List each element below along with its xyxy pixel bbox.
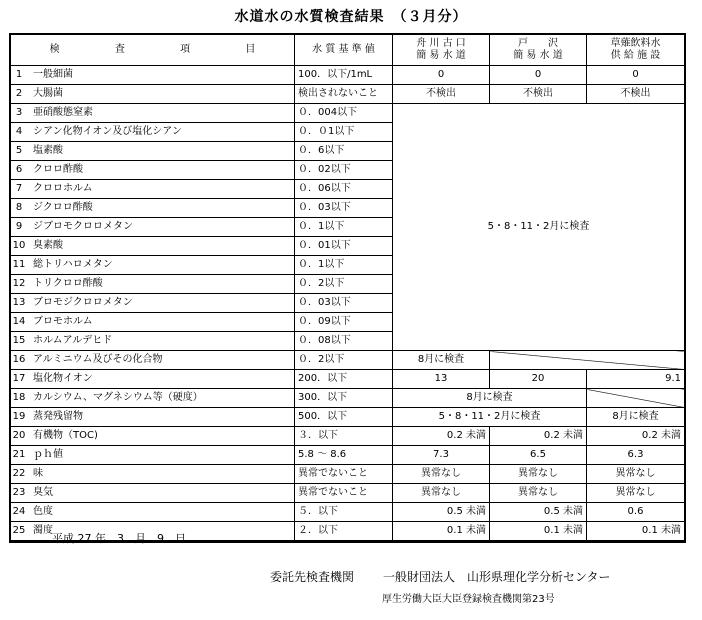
header-item bbox=[11, 35, 295, 66]
item-name: ホルムアルデヒド bbox=[33, 335, 113, 346]
result-funakawa: 13 bbox=[393, 370, 490, 389]
header-standard: 水 質 基 準 値 bbox=[295, 35, 393, 66]
item-cell bbox=[11, 66, 295, 85]
result-tozawa: 0.1 未満 bbox=[490, 522, 587, 542]
standard-value: ０．01以下 bbox=[295, 237, 393, 256]
item-name: 塩素酸 bbox=[33, 145, 63, 156]
result-kusanagi: 異常なし bbox=[587, 465, 685, 484]
item-number: 11 bbox=[12, 259, 26, 270]
table-row bbox=[11, 408, 685, 427]
result-kusanagi: 0.1 未満 bbox=[587, 522, 685, 542]
item-name: 大腸菌 bbox=[33, 88, 63, 99]
standard-value: ０．06以下 bbox=[295, 180, 393, 199]
standard-value: 100．以下/1mL bbox=[295, 66, 393, 85]
header-item-char: 査 bbox=[114, 44, 125, 55]
agency-name: 一般財団法人 山形県理化学分析センター bbox=[383, 570, 611, 584]
item-number: 20 bbox=[12, 430, 26, 441]
table-row bbox=[11, 85, 685, 104]
item-number: 23 bbox=[12, 487, 26, 498]
result-kusanagi: 9.1 bbox=[587, 370, 685, 389]
standard-value: ０．1以下 bbox=[295, 218, 393, 237]
item-cell bbox=[11, 199, 295, 218]
item-cell bbox=[11, 294, 295, 313]
inspection-schedule-note: 5・8・11・2月に検査 bbox=[393, 104, 685, 351]
item-name: カルシウム、マグネシウム等（硬度） bbox=[33, 392, 203, 403]
item-name: アルミニウム及びその化合物 bbox=[33, 354, 163, 365]
result-funakawa: 0.5 未満 bbox=[393, 503, 490, 522]
item-number: 1 bbox=[15, 69, 23, 80]
table-row bbox=[11, 484, 685, 503]
header-item-char: 目 bbox=[245, 44, 256, 55]
header-site-line: 草薙飲料水 bbox=[610, 38, 661, 49]
standard-value: 500．以下 bbox=[295, 408, 393, 427]
result-funakawa: 8月に検査 bbox=[393, 351, 490, 370]
result-tozawa: 6.5 bbox=[490, 446, 587, 465]
header-item-char: 項 bbox=[180, 44, 191, 55]
item-name: クロロ酢酸 bbox=[33, 164, 83, 175]
item-name: 臭素酸 bbox=[33, 240, 63, 251]
item-number: 14 bbox=[12, 316, 26, 327]
item-name: 一般細菌 bbox=[33, 69, 73, 80]
results-table bbox=[10, 34, 685, 542]
table-row bbox=[11, 446, 685, 465]
table-row bbox=[11, 465, 685, 484]
item-number: 2 bbox=[15, 88, 23, 99]
item-name: ブロモジクロロメタン bbox=[33, 297, 133, 308]
item-name: 亜硝酸態窒素 bbox=[33, 107, 93, 118]
item-number: 15 bbox=[12, 335, 26, 346]
item-number: 5 bbox=[15, 145, 23, 156]
agency-label: 委託先検査機関 bbox=[270, 570, 355, 584]
result-tozawa: 20 bbox=[490, 370, 587, 389]
item-name: ジブロモクロロメタン bbox=[33, 221, 133, 232]
item-cell bbox=[11, 370, 295, 389]
standard-value: ５．以下 bbox=[295, 503, 393, 522]
item-name: 塩化物イオン bbox=[33, 373, 93, 384]
header-site-kusanagi bbox=[587, 35, 685, 66]
item-cell bbox=[11, 446, 295, 465]
standard-value: 300．以下 bbox=[295, 389, 393, 408]
item-number: 8 bbox=[15, 202, 23, 213]
standard-value: ０．09以下 bbox=[295, 313, 393, 332]
item-cell bbox=[11, 313, 295, 332]
result-funakawa-tozawa: 5・8・11・2月に検査 bbox=[393, 408, 587, 427]
table-row bbox=[11, 503, 685, 522]
not-applicable-cell bbox=[587, 389, 685, 408]
standard-value: ０．08以下 bbox=[295, 332, 393, 351]
header-site-funakawa bbox=[393, 35, 490, 66]
item-number: 21 bbox=[12, 449, 26, 460]
result-kusanagi: 6.3 bbox=[587, 446, 685, 465]
result-funakawa: 異常なし bbox=[393, 484, 490, 503]
item-cell bbox=[11, 123, 295, 142]
item-name: 臭気 bbox=[33, 487, 53, 498]
result-tozawa: 0.2 未満 bbox=[490, 427, 587, 446]
result-kusanagi: 0.2 未満 bbox=[587, 427, 685, 446]
item-cell bbox=[11, 484, 295, 503]
standard-value: ０．０1以下 bbox=[295, 123, 393, 142]
item-name: トリクロロ酢酸 bbox=[33, 278, 103, 289]
standard-value: 200．以下 bbox=[295, 370, 393, 389]
item-cell bbox=[11, 332, 295, 351]
item-cell bbox=[11, 237, 295, 256]
table-row bbox=[11, 370, 685, 389]
result-tozawa: 0 bbox=[490, 66, 587, 85]
item-number: 19 bbox=[12, 411, 26, 422]
item-number: 10 bbox=[12, 240, 26, 251]
standard-value: 異常でないこと bbox=[295, 484, 393, 503]
result-tozawa: 不検出 bbox=[490, 85, 587, 104]
item-number: 17 bbox=[12, 373, 26, 384]
table-row bbox=[11, 351, 685, 370]
table-row bbox=[11, 104, 685, 123]
item-cell bbox=[11, 503, 295, 522]
item-name: 味 bbox=[33, 468, 43, 479]
standard-value: ０．03以下 bbox=[295, 199, 393, 218]
item-number: 9 bbox=[15, 221, 23, 232]
standard-value: ０．1以下 bbox=[295, 256, 393, 275]
report-date: 平成 27 年 3 月 9 日 bbox=[52, 532, 186, 545]
table-row bbox=[11, 66, 685, 85]
result-kusanagi: 0 bbox=[587, 66, 685, 85]
header-item-char: 検 bbox=[49, 44, 60, 55]
item-number: 4 bbox=[15, 126, 23, 137]
item-name: ジクロロ酢酸 bbox=[33, 202, 93, 213]
page-title: 水道水の水質検査結果 （３月分） bbox=[234, 9, 468, 25]
item-cell bbox=[11, 180, 295, 199]
standard-value: ３．以下 bbox=[295, 427, 393, 446]
result-funakawa: 7.3 bbox=[393, 446, 490, 465]
result-kusanagi: 8月に検査 bbox=[587, 408, 685, 427]
item-name: 総トリハロメタン bbox=[33, 259, 113, 270]
result-funakawa: 0.2 未満 bbox=[393, 427, 490, 446]
item-number: 16 bbox=[12, 354, 26, 365]
item-number: 22 bbox=[12, 468, 26, 479]
item-cell bbox=[11, 256, 295, 275]
header-site-line: 供 給 施 設 bbox=[610, 50, 661, 61]
item-cell bbox=[11, 351, 295, 370]
result-tozawa: 異常なし bbox=[490, 465, 587, 484]
item-cell bbox=[11, 465, 295, 484]
result-funakawa: 0 bbox=[393, 66, 490, 85]
standard-value: ０．004以下 bbox=[295, 104, 393, 123]
header-site-line: 舟 川 古 口 bbox=[416, 38, 466, 49]
standard-value: ０．02以下 bbox=[295, 161, 393, 180]
result-funakawa: 0.1 未満 bbox=[393, 522, 490, 542]
item-number: 12 bbox=[12, 278, 26, 289]
table-header-row bbox=[11, 35, 685, 66]
item-name: クロロホルム bbox=[33, 183, 93, 194]
item-cell bbox=[11, 275, 295, 294]
result-tozawa: 異常なし bbox=[490, 484, 587, 503]
item-name: 濁度 bbox=[33, 525, 53, 536]
agency-registration: 厚生労働大臣大臣登録検査機関第23号 bbox=[382, 594, 555, 605]
item-number: 24 bbox=[12, 506, 26, 517]
result-kusanagi: 不検出 bbox=[587, 85, 685, 104]
result-kusanagi: 異常なし bbox=[587, 484, 685, 503]
table-row bbox=[11, 427, 685, 446]
result-funakawa: 異常なし bbox=[393, 465, 490, 484]
standard-value: 5.8 ～ 8.6 bbox=[295, 446, 393, 465]
not-applicable-cell bbox=[490, 351, 685, 370]
item-name: シアン化物イオン及び塩化シアン bbox=[33, 126, 182, 137]
item-number: 3 bbox=[15, 107, 23, 118]
item-number: 18 bbox=[12, 392, 26, 403]
table-row bbox=[11, 389, 685, 408]
standard-value: ２．以下 bbox=[295, 522, 393, 542]
item-number: 13 bbox=[12, 297, 26, 308]
item-cell bbox=[11, 142, 295, 161]
item-name: 蒸発残留物 bbox=[33, 411, 83, 422]
item-name: 有機物（TOC) bbox=[33, 430, 98, 441]
header-site-line: 戸 沢 bbox=[518, 38, 558, 49]
item-cell bbox=[11, 389, 295, 408]
result-kusanagi: 0.6 bbox=[587, 503, 685, 522]
item-number: 6 bbox=[15, 164, 23, 175]
result-funakawa: 不検出 bbox=[393, 85, 490, 104]
item-cell bbox=[11, 218, 295, 237]
item-cell bbox=[11, 161, 295, 180]
item-cell bbox=[11, 427, 295, 446]
header-site-line: 簡 易 水 道 bbox=[513, 50, 563, 61]
result-tozawa: 0.5 未満 bbox=[490, 503, 587, 522]
item-name: 色度 bbox=[33, 506, 53, 517]
standard-value: ０．2以下 bbox=[295, 275, 393, 294]
standard-value: ０．6以下 bbox=[295, 142, 393, 161]
item-cell bbox=[11, 408, 295, 427]
item-cell bbox=[11, 85, 295, 104]
item-cell bbox=[11, 104, 295, 123]
item-name: ブロモホルム bbox=[33, 316, 93, 327]
result-funakawa-tozawa: 8月に検査 bbox=[393, 389, 587, 408]
item-number: 25 bbox=[12, 525, 26, 536]
standard-value: 異常でないこと bbox=[295, 465, 393, 484]
item-number: 7 bbox=[15, 183, 23, 194]
header-site-line: 簡 易 水 道 bbox=[416, 50, 466, 61]
standard-value: 検出されないこと bbox=[295, 85, 393, 104]
standard-value: ０．2以下 bbox=[295, 351, 393, 370]
item-name: ｐｈ値 bbox=[33, 449, 63, 460]
header-site-tozawa bbox=[490, 35, 587, 66]
standard-value: ０．03以下 bbox=[295, 294, 393, 313]
